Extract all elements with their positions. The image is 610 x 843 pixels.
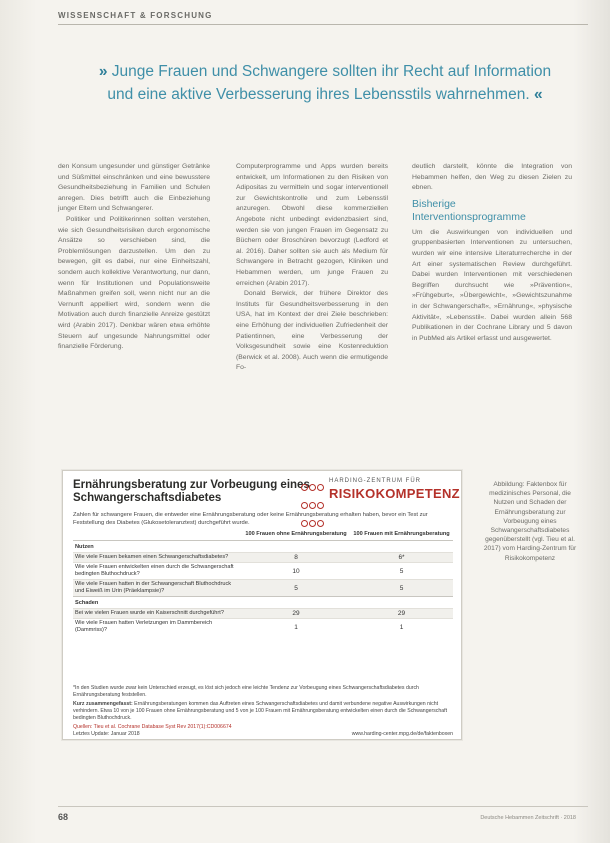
pull-quote (90, 60, 560, 106)
question-cell: Wie viele Frauen bekamen einen Schwangerschaftsdiabetes? (73, 553, 242, 563)
quote-open-mark: » (98, 63, 108, 80)
paragraph: deutlich darstellt, könnte die Integration von Hebammen helfen, den Weg zu diesen Zielen zu ebnen. (412, 163, 572, 192)
question-cell: Bei wie vielen Frauen wurde ein Kaiserschnitt durchgeführt? (73, 609, 242, 619)
table-row (73, 619, 453, 636)
column-header: 100 Frauen mit Ernährungsberatung (353, 531, 450, 537)
group-label: Schaden (73, 597, 453, 609)
value-cell: 29 (242, 609, 350, 619)
value-cell: 8 (242, 553, 350, 563)
fact-box-title: Ernährungsberatung zur Vorbeugung eines Schwangerschaftsdiabetes (73, 479, 310, 504)
source-line: Quellen: Tieu et al. Cochrane Database Syst Rev 2017(1):CD006674 (73, 724, 232, 730)
page-number: 68 (58, 812, 69, 822)
table-row (73, 563, 453, 580)
section-label: WISSENSCHAFT & FORSCHUNG (58, 11, 213, 20)
summary-label: Kurz zusammengefasst: (73, 701, 133, 707)
fact-box-intro: Zahlen für schwangere Frauen, die entweder eine Ernährungsberatung oder keine Ernährungsberatung erhalten haben, bevor ein Test zur Feststellung des Diabetes (Glukosetoleranztest) durchgeführt wurde. (73, 512, 428, 526)
text-column-1 (58, 162, 210, 353)
value-cell: 5 (350, 580, 453, 597)
subheading: Bisherige Interventionsprogramme (412, 197, 526, 223)
paragraph: Donald Berwick, der frühere Direktor des Instituts für Gesundheitsverbesserung in den USA, hat im Kontext der drei Ziele beschrieben: eine Erhöhung der individuellen Zufriedenheit der Patientinnen, eine Verbesserung der Volksgesundheit sowie eine Kostenreduktion (Berwick et al. 2008). Auch wenn die ermutigende Fo- (236, 290, 388, 372)
question-cell: Wie viele Frauen hatten Verletzungen im Dammbereich (Dammriss)? (73, 619, 242, 636)
footer-rule (58, 806, 588, 807)
footer-citation: Deutsche Hebammen Zeitschrift · 2018 (480, 815, 576, 821)
text-column-2 (236, 162, 388, 374)
table-row (73, 580, 453, 597)
harding-center-logo (301, 477, 460, 505)
fact-box (62, 470, 462, 740)
value-cell: 6* (350, 553, 453, 563)
paragraph: Computerprogramme und Apps wurden bereits entwickelt, um Informationen zu den Risiken von Adipositas zu vermitteln und sogar interventionell zur Gewichtskontrolle und zum Lebensstil anzuregen. Obwohl diese kommerziellen Angebote nicht unbedingt evidenzbasiert sind, werden sie von jungen Frauen im Gegensatz zu Büchern oder Broschüren bevorzugt (Ledford et al. 2016). Daher sollten sie auch als Medium für Schwangere in Betracht gezogen, Kliniken und Hebammen werden, um junge Frauen zu erreichen (Arabin 2017). (236, 163, 388, 287)
paragraph: Um die Auswirkungen von individuellen und gruppenbasierten Interventionen zu untersuchen, wurden wir eine intensive Literaturrecherche in der Art einer systematischen Review durchgeführt. Dabei wurden Interventionen mit verschiedenen Begriffen durchsucht wie »Prävention«, »Frühgeburt«, »Übergewicht«, »Gewichtszunahme in der Schwangerschaft«, »Ernährung«, »physische Aktivität«, »Lebensstil«. Dabei wurden allein 568 Publikationen in der Cochrane Library und 5 davon in PubMed als Artikel erfasst und ausgewertet. (412, 228, 572, 342)
url-link[interactable]: www.harding-center.mpg.de/de/faktenboxen (351, 731, 453, 737)
footer-row (73, 731, 453, 738)
value-cell: 5 (350, 563, 453, 580)
table-row (73, 553, 453, 563)
value-cell: 29 (350, 609, 453, 619)
update-line: Letztes Update: Januar 2018 (73, 731, 140, 737)
pull-quote-text: Junge Frauen und Schwangere sollten ihr Recht auf Information und eine aktive Verbesserung ihres Lebensstils wahrnehmen. (107, 63, 552, 103)
footnote: *In den Studien wurde zwar kein Unterschied erzeugt, es löst sich jedoch eine leichte Tendenz zur Vorbeugung eines Schwangerschaftsdiabetes durch Ernährungsberatung feststellen. (73, 685, 419, 698)
paragraph: den Konsum ungesunder und günstiger Getränke und Süßmittel einschränken und eine bewusstere Gesundheitsbeziehung in Familien und Schulen anregen. Dies betrifft auch die Einbeziehung junger Eltern und Schwangerer. (58, 163, 210, 213)
quote-close-mark: « (533, 86, 543, 103)
question-cell: Wie viele Frauen hatten in der Schwangerschaft Bluthochdruck und Eiweiß im Urin (Präeklampsie)? (73, 580, 242, 597)
table-row (73, 609, 453, 619)
value-cell: 10 (242, 563, 350, 580)
group-row (73, 597, 453, 609)
value-cell: 1 (242, 619, 350, 636)
header-rule (58, 24, 588, 25)
text-column-3 (412, 162, 572, 344)
column-header (73, 529, 242, 541)
group-row (73, 541, 453, 553)
figure-caption: Abbildung: Faktenbox für medizinisches Personal, die Nutzen und Schaden der Ernährungsberatung zur Vorbeugung eines Schwangerschaftsdiabetes gegenüberstellt (vgl. Tieu et al. 2017) vom Harding-Zentrum für Risikokompetenz (483, 481, 577, 562)
column-header: 100 Frauen ohne Ernährungsberatung (245, 531, 347, 537)
summary-text: Ernährungsberatungen kommen das Auftreten eines Schwangerschaftsdiabetes und damit verbundene negative Auswirkungen nicht verhindern. Etwa 10 von je 100 Frauen ohne Ernährungsberatung und 5 von je 100 Frauen mit Ernährungsberatung entwickelten einen durch die Schwangerschaft bedingten Bluthochdruck. (73, 701, 448, 721)
value-cell: 5 (242, 580, 350, 597)
question-cell: Wie viele Frauen entwickelten einen durch die Schwangerschaft bedingten Bluthochdruck? (73, 563, 242, 580)
group-label: Nutzen (73, 541, 453, 553)
value-cell: 1 (350, 619, 453, 636)
logo-top-text: HARDING-ZENTRUM FÜR (329, 478, 421, 484)
summary (73, 701, 453, 722)
paragraph: Politiker und Politikerinnen sollten verstehen, wie sich Gesundheitsrisiken durch ergonomische Ansätze so verschieben sind, die Problemlösungen darzustellen. Um den zu bewegen, gilt es dabei, nur eine Einheitszahl, sondern auch kollektive Verantwortung, nur dann, wenn für Institutionen und Populationsweite Maßnahmen greifen soll, wenn nicht nur an die Vernunft appelliert wird, sondern wenn die Motivation auch durch finanzielle Anreize gestützt wird (Arabin 2017). Denkbar wären etwa erhöhte Steuern auf ungesunde Nahrungsmittel oder finanzielle Förderung. (58, 215, 210, 351)
logo-main-text: RISIKOKOMPETENZ (329, 486, 460, 501)
fact-box-footer (73, 685, 453, 738)
fact-table (73, 529, 453, 635)
